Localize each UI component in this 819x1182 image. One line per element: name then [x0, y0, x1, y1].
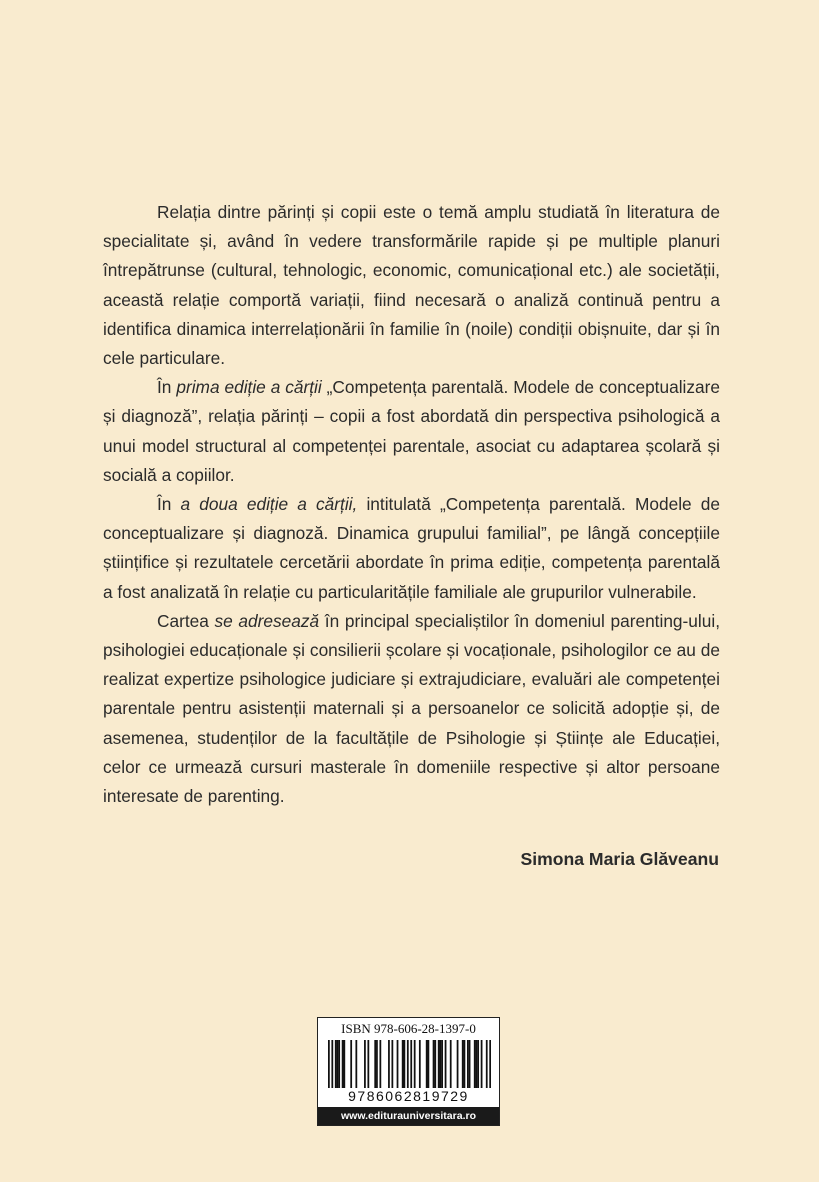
barcode-bar [364, 1040, 366, 1088]
paragraph-second-edition [103, 490, 720, 607]
barcode-bar [355, 1040, 357, 1088]
paragraph-first-edition-body: „Competența parentală. Modele de conceptualizare și diagnoză”, relația părinți – copii a fost abordată din perspectiva psihologică a unui model structural al competenței parentale, asociat cu adaptarea școlară și socială a copiilor. [103, 377, 721, 485]
barcode-bar [335, 1040, 337, 1088]
paragraph-first-edition-prefix: În [157, 377, 177, 398]
barcode-bar [489, 1040, 491, 1088]
barcode-bar [476, 1040, 478, 1088]
barcode-bar [419, 1040, 421, 1088]
barcode-bar [379, 1040, 381, 1088]
barcode-bar [407, 1040, 409, 1088]
barcode-bar [433, 1040, 435, 1088]
barcode-bar [440, 1040, 442, 1088]
paragraph-audience-prefix: Cartea [157, 610, 215, 631]
paragraph-first-edition-emphasis: prima ediție a cărții [176, 377, 322, 398]
barcode-bar [391, 1040, 393, 1088]
barcode-bar [342, 1040, 344, 1088]
barcode-bar [328, 1040, 330, 1088]
barcode-bar [410, 1040, 412, 1088]
barcode-bar [331, 1040, 333, 1088]
barcode-bar [367, 1040, 369, 1088]
barcode-bar [486, 1040, 488, 1088]
barcode-bar [445, 1040, 447, 1088]
barcode-bar [474, 1040, 476, 1088]
paragraph-first-edition [103, 373, 720, 490]
paragraph-audience [103, 607, 720, 811]
barcode-bar [469, 1040, 471, 1088]
barcode-bar [481, 1040, 483, 1088]
barcode-bar [343, 1040, 345, 1088]
barcode-bar [374, 1040, 376, 1088]
paragraph-second-edition-prefix: În [157, 494, 181, 515]
barcode-bar [462, 1040, 464, 1088]
barcode-bar [376, 1040, 378, 1088]
paragraph-second-edition-body: intitulată „Competența parentală. Modele de conceptualizare și diagnoză. Dinamica grupului familial”, pe lângă concepțiile științifice și rezultatele cercetării abordate în prima ediție, competența parentală a fost analizată în relație cu particularitățile familiale ale grupurilor vulnerabile. [103, 494, 720, 602]
barcode-bar [414, 1040, 416, 1088]
author-signature: Simona Maria Glăveanu [520, 849, 719, 869]
paragraph-intro: Relația dintre părinți și copii este o temă amplu studiată în literatura de specialitate și, având în vedere transformările rapide și pe multiple planuri întrepătrunse (cultural, tehnologic, economic, comunicațional etc.) ale societății, această relație comportă variații, fiind necesară o analiză continuă pentru a identifica dinamica interrelaționării în familie în (noile) condiții obișnuite, dar și în cele particulare. [103, 202, 720, 369]
barcode-bar [464, 1040, 466, 1088]
barcode-bar [337, 1040, 339, 1088]
barcode-bar [338, 1040, 340, 1088]
barcode-bar [467, 1040, 469, 1088]
isbn-barcode [317, 1017, 500, 1126]
barcode-bar [350, 1040, 352, 1088]
barcode-bar [397, 1040, 399, 1088]
barcode-bar [388, 1040, 390, 1088]
publisher-url: www.editurauniversitara.ro [318, 1107, 499, 1125]
barcode-bar [434, 1040, 436, 1088]
barcode-digits: 9786062819729 [348, 1088, 469, 1104]
barcode-bar [428, 1040, 430, 1088]
paragraph-audience-body: în principal specialiștilor în domeniul parenting-ului, psihologiei educaționale și consilierii școlare și vocaționale, psihologilor ce au de realizat expertize psihologice judiciare și extrajudiciare, evaluări ale competenței parentale pentru asistenții maternali și a persoanelor ce solicită adopție și, de asemenea, studenților de la facultățile de Psihologie și Științe ale Educației, celor ce urmează cursuri masterale în domeniile respective și altor persoane interesate de parenting. [103, 610, 720, 807]
barcode-bar [438, 1040, 440, 1088]
barcode-bars [328, 1040, 491, 1088]
barcode-bar [441, 1040, 443, 1088]
barcode-bar [402, 1040, 404, 1088]
barcode-bar [450, 1040, 452, 1088]
barcode-bar [457, 1040, 459, 1088]
barcode-bar [477, 1040, 479, 1088]
barcode-bar [426, 1040, 428, 1088]
paragraph-audience-emphasis: se adresează [214, 610, 320, 631]
barcode-bar [403, 1040, 405, 1088]
isbn-label: ISBN 978-606-28-1397-0 [341, 1021, 476, 1036]
back-cover-text [103, 198, 720, 811]
paragraph-second-edition-emphasis: a doua ediție a cărții, [180, 494, 358, 515]
